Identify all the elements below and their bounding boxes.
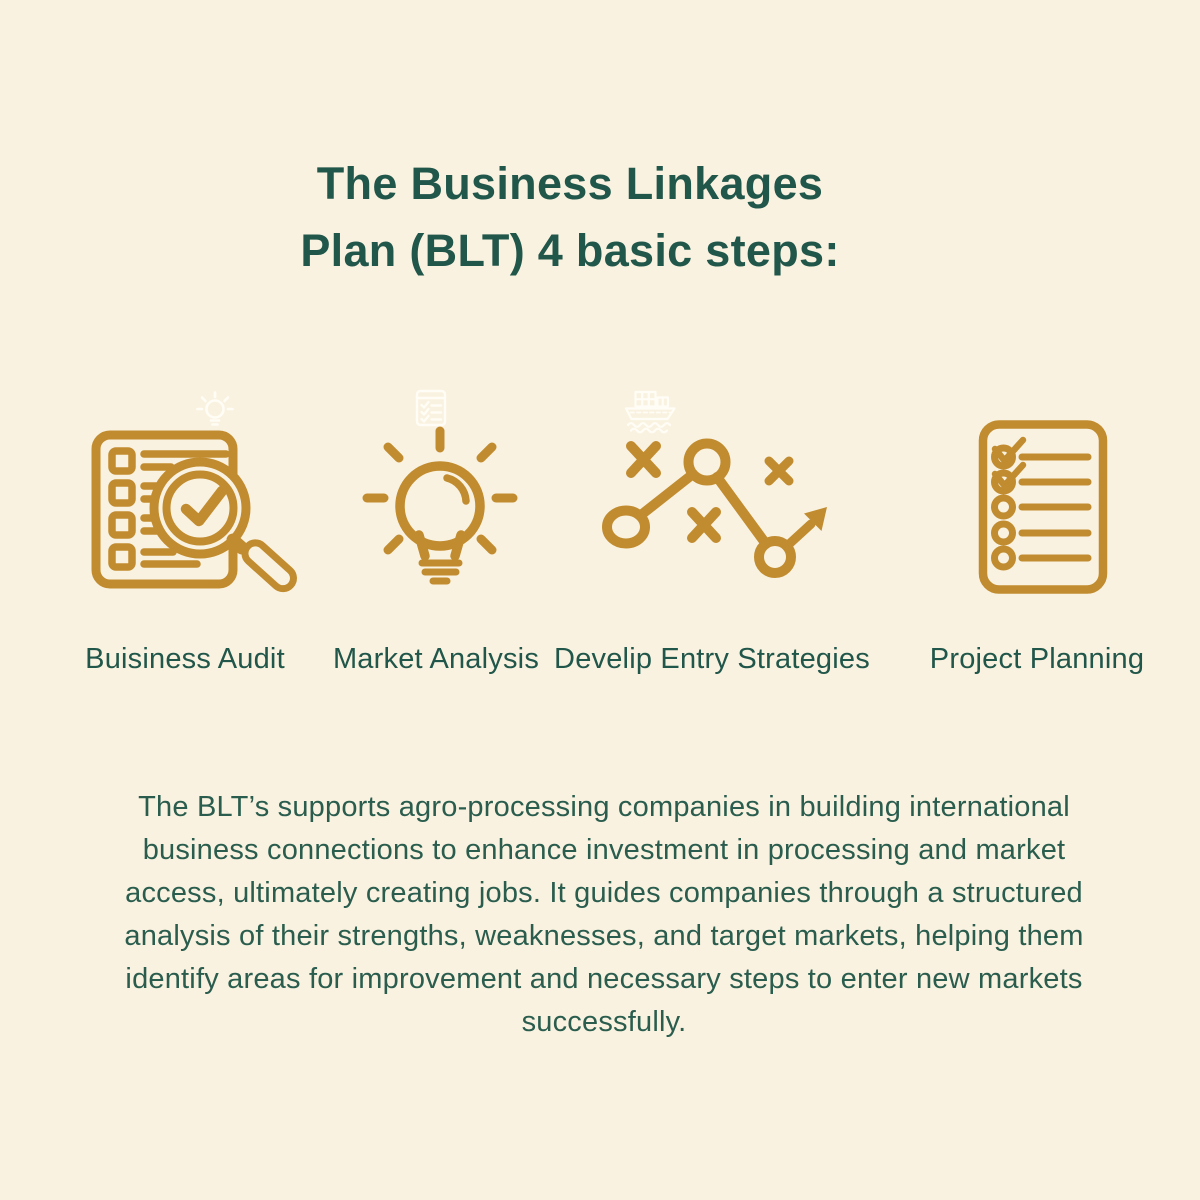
audit-checkboxes [112,451,132,567]
magnifier-neck [233,540,242,548]
title-line-1: The Business Linkages [316,158,824,209]
bulb-highlight-arc [447,478,466,501]
project-planning-icon [978,420,1108,595]
title-line-2: Plan (BLT) 4 basic steps: [300,225,840,276]
magnifier-with-check [154,462,298,593]
market-analysis-svg [362,385,522,615]
business-audit-svg [85,390,295,592]
step-label-business-audit: Buisiness Audit [85,643,285,675]
x-marks [631,446,789,538]
notepad-icon [417,391,445,425]
path-node-start [607,511,645,544]
page-title [0,150,1140,284]
project-planning-svg [978,420,1108,595]
lightbulb [400,466,480,581]
bulb-rays [367,431,513,550]
magnifier-handle [241,539,298,593]
step-label-entry-strategies: Develip Entry Strategies [554,643,870,675]
business-audit-icon [85,390,295,592]
entry-strategy-svg [595,385,840,590]
step-label-project-planning: Project Planning [929,643,1145,675]
entry-strategy-icon [595,385,840,590]
market-analysis-icon [362,385,522,615]
description-text: The BLT’s supports agro-processing companies in building international business connections to enhance investment in processing and market access, ultimately creating jobs. It guides companies through a structured analysis of their strengths, weaknesses, and target markets, helping them identify areas for improvement and necessary steps to enter new markets successfully. [124,791,1084,1038]
sparkle-lightbulb-icon [198,393,233,425]
cargo-ship-icon [626,392,675,432]
planning-rows [995,448,1089,567]
arrow-shaft [787,524,811,546]
path-node-top [689,444,726,481]
step-label-market-analysis: Market Analysis [332,643,540,675]
